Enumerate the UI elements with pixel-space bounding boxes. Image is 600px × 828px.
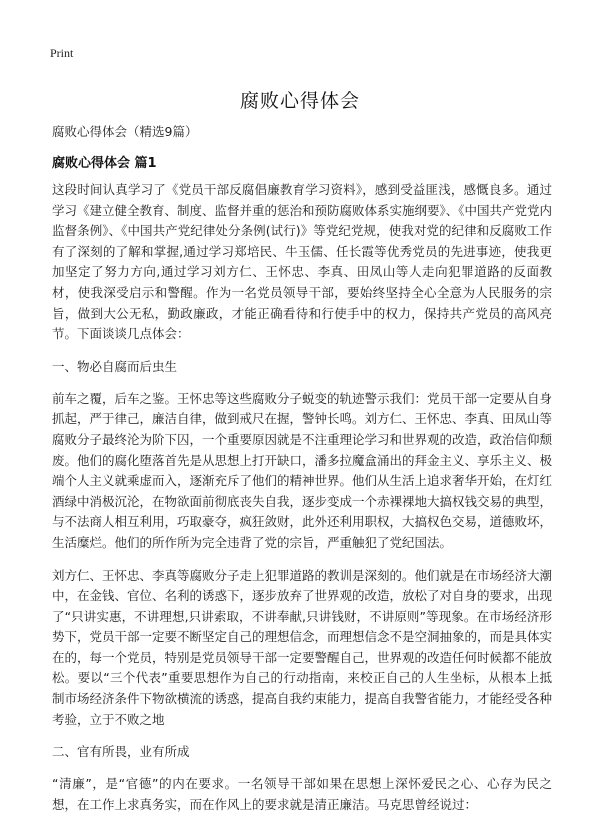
print-link[interactable]: Print: [50, 46, 74, 60]
paragraph-2: 前车之覆，后车之鉴。王怀忠等这些腐败分子蜕变的轨迹警示我们：党员干部一定要从自身抓起，严于律己，廉洁自律，做到戒尺在握，警钟长鸣。刘方仁、王怀忠、李真、田凤山等腐败分子最终沦为阶下囚，一个重要原因就是不注重理论学习和世界观的改造，政治信仰颓废。他们的腐化堕落首先是从思想上打开缺口，潘多拉魔盒涌出的拜金主义、享乐主义、极端个人主义就乘虚而入，逐渐充斥了他们的精神世界。他们从生活上追求奢华开始，在灯红酒绿中消极沉沦，在物欲面前彻底丧失自我，逐步变成一个赤裸裸地大搞权钱交易的典型，与不法商人相互利用，巧取豪夺，疯狂敛财，此外还利用职权，大搞权色交易，道德败坏，生活糜烂。他们的所作所为完全违背了党的宗旨，严重触犯了党纪国法。: [52, 390, 553, 550]
subheading-1: 一、物必自腐而后虫生: [52, 358, 178, 374]
page-title: 腐败心得体会: [239, 90, 360, 112]
paragraph-intro: 这段时间认真学习了《党员干部反腐倡廉教育学习资料》，感到受益匪浅，感慨良多。通过学习《建立健全教育、制度、监督并重的惩治和预防腐败体系实施纲要》、《中国共产党党内监督条例》、《中国共产党纪律处分条例(试行)》等党纪党规，使我对党的纪律和反腐败工作有了深刻的了解和掌握,通过学习郑培民、牛玉儒、任长霞等优秀党员的先进事迹，使我更加坚定了努力方向,通过学习刘方仁、王怀忠、李真、田凤山等人走向犯罪道路的反面教材，使我深受启示和警醒。作为一名党员领导干部，要始终坚持全心全意为人民服务的宗旨，做到大公无私，勤政廉政，才能正确看待和行使手中的权力，保持共产党员的高风亮节。下面谈谈几点体会：: [52, 182, 553, 342]
document-subtitle: 腐败心得体会（精选9篇）: [52, 124, 198, 139]
paragraph-4: “清廉”，是“官德”的内在要求。一名领导干部如果在思想上深怀爱民之心、心存为民之想，在工作上求真务实，而在作风上的要求就是清正廉洁。马克思曾经说过：: [52, 776, 552, 812]
paragraph-3: 刘方仁、王怀忠、李真等腐败分子走上犯罪道路的教训是深刻的。他们就是在市场经济大潮中，在金钱、官位、名利的诱惑下，逐步放弃了世界观的改造，放松了对自身的要求，出现了“只讲实惠，不讲理想,只讲索取，不讲奉献,只讲钱财，不讲原则”等现象。在市场经济形势下，党员干部一定要不断坚定自己的理想信念，而理想信念不是空洞抽象的，而是具体实在的，每一个党员，特别是党员领导干部一定要警醒自己，世界观的改造任何时候都不能放松。要以“三个代表”重要思想作为自己的行动指南，来校正自己的人生坐标，从根本上抵制市场经济条件下物欲横流的诱惑，提高自我约束能力，提高自我警省能力，才能经受各种考验，立于不败之地: [52, 567, 553, 727]
document-body: [52, 180, 552, 815]
subheading-2: 二、官有所畏，业有所成: [52, 744, 190, 760]
section-heading: 腐败心得体会 篇1: [52, 156, 157, 171]
